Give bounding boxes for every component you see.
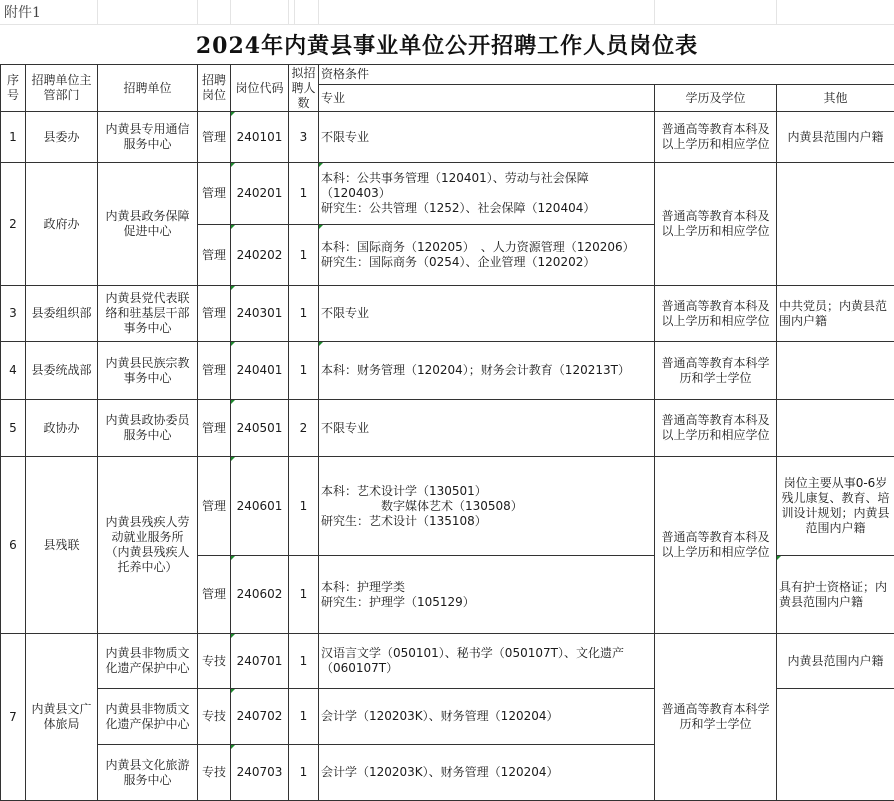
- header-education: 学历及学位: [655, 85, 777, 112]
- page-title: 2024年内黄县事业单位公开招聘工作人员岗位表: [0, 24, 894, 64]
- major-cell: [319, 556, 655, 634]
- major-line: 研究生：国际商务（0254）、企业管理（120202）: [321, 255, 652, 270]
- code-cell: 240201: [231, 163, 289, 225]
- other-cell: 内黄县范围内户籍: [777, 112, 894, 163]
- dept-cell: 内黄县文广体旅局: [26, 634, 98, 801]
- unit-cell: 内黄县民族宗教事务中心: [98, 342, 198, 400]
- major-cell: 不限专业: [319, 112, 655, 163]
- major-cell: 会计学（120203K）、财务管理（120204）: [319, 745, 655, 801]
- header-post: 招聘岗位: [198, 65, 231, 112]
- education-cell: 普通高等教育本科学历和学士学位: [655, 342, 777, 400]
- seq-cell: 7: [1, 634, 26, 801]
- code-cell: 240601: [231, 457, 289, 556]
- header-seq: 序号: [1, 65, 26, 112]
- dept-cell: 县委办: [26, 112, 98, 163]
- other-cell: 岗位主要从事0-6岁残儿康复、教育、培训设计规划；内黄县范围内户籍: [777, 457, 894, 556]
- table-row: [1, 112, 894, 163]
- unit-cell: 内黄县非物质文化遗产保护中心: [98, 634, 198, 689]
- code-cell: 240702: [231, 689, 289, 745]
- count-cell: 1: [289, 457, 319, 556]
- major-line-indented: 数字媒体艺术（130508）: [321, 499, 523, 514]
- seq-cell: 2: [1, 163, 26, 286]
- education-cell: 普通高等教育本科及以上学历和相应学位: [655, 163, 777, 286]
- post-cell: 管理: [198, 225, 231, 286]
- seq-cell: 1: [1, 112, 26, 163]
- major-line: 本科：国际商务（120205） 、人力资源管理（120206）: [321, 240, 652, 255]
- code-cell: 240301: [231, 286, 289, 342]
- major-line: 本科：护理学类: [321, 580, 652, 595]
- unit-cell: 内黄县党代表联络和驻基层干部事务中心: [98, 286, 198, 342]
- code-cell: 240701: [231, 634, 289, 689]
- unit-cell: 内黄县文化旅游服务中心: [98, 745, 198, 801]
- major-line: 研究生：公共管理（1252）、社会保障（120404）: [321, 201, 652, 216]
- count-cell: 1: [289, 225, 319, 286]
- table-row: [1, 400, 894, 457]
- major-cell: 汉语言文学（050101）、秘书学（050107T）、文化遗产（060107T）: [319, 634, 655, 689]
- code-cell: 240602: [231, 556, 289, 634]
- post-cell: 专技: [198, 634, 231, 689]
- gridline: [776, 0, 777, 24]
- header-dept: 招聘单位主管部门: [26, 65, 98, 112]
- other-cell: 中共党员；内黄县范围内户籍: [777, 286, 894, 342]
- gridline: [97, 0, 98, 24]
- major-cell: [319, 457, 655, 556]
- count-cell: 1: [289, 634, 319, 689]
- other-cell: [777, 342, 894, 400]
- code-cell: 240101: [231, 112, 289, 163]
- dept-cell: 县委统战部: [26, 342, 98, 400]
- count-cell: 1: [289, 342, 319, 400]
- gridline: [288, 0, 289, 24]
- table-row: [1, 342, 894, 400]
- seq-cell: 5: [1, 400, 26, 457]
- other-cell: 内黄县范围内户籍: [777, 634, 894, 689]
- table-row: [1, 634, 894, 689]
- attachment-label: 附件1: [4, 2, 41, 24]
- major-line: 研究生：护理学（105129）: [321, 595, 652, 610]
- table-row: [1, 457, 894, 556]
- gridline: [654, 0, 655, 24]
- education-cell: 普通高等教育本科及以上学历和相应学位: [655, 112, 777, 163]
- count-cell: 1: [289, 286, 319, 342]
- count-cell: 1: [289, 556, 319, 634]
- unit-cell: 内黄县非物质文化遗产保护中心: [98, 689, 198, 745]
- major-cell: [319, 163, 655, 225]
- count-cell: 1: [289, 689, 319, 745]
- gridline: [197, 0, 198, 24]
- major-line: [321, 499, 652, 514]
- other-cell: [777, 163, 894, 286]
- other-cell: [777, 400, 894, 457]
- unit-cell: 内黄县政协委员服务中心: [98, 400, 198, 457]
- other-cell: 具有护士资格证；内黄县范围内户籍: [777, 556, 894, 634]
- major-cell: 会计学（120203K）、财务管理（120204）: [319, 689, 655, 745]
- post-cell: 管理: [198, 163, 231, 225]
- major-cell: 不限专业: [319, 286, 655, 342]
- table-row: [1, 286, 894, 342]
- other-cell: [777, 689, 894, 801]
- seq-cell: 6: [1, 457, 26, 634]
- education-cell: 普通高等教育本科及以上学历和相应学位: [655, 457, 777, 634]
- header-count: 拟招聘人数: [289, 65, 319, 112]
- code-cell: 240703: [231, 745, 289, 801]
- post-cell: 管理: [198, 400, 231, 457]
- recruitment-table: [0, 64, 894, 801]
- header-other: 其他: [777, 85, 894, 112]
- count-cell: 2: [289, 400, 319, 457]
- seq-cell: 4: [1, 342, 26, 400]
- gridline: [318, 0, 319, 24]
- major-line: 本科：公共事务管理（120401）、劳动与社会保障（120403）: [321, 171, 652, 201]
- post-cell: 管理: [198, 556, 231, 634]
- post-cell: 专技: [198, 689, 231, 745]
- dept-cell: 政协办: [26, 400, 98, 457]
- header-qualifications: 资格条件: [319, 65, 894, 85]
- table-row: [1, 163, 894, 225]
- count-cell: 3: [289, 112, 319, 163]
- major-cell: 本科：财务管理（120204）；财务会计教育（120213T）: [319, 342, 655, 400]
- count-cell: 1: [289, 163, 319, 225]
- major-line: 本科：艺术设计学（130501）: [321, 484, 652, 499]
- unit-cell: 内黄县残疾人劳动就业服务所（内黄县残疾人托养中心）: [98, 457, 198, 634]
- major-cell: 不限专业: [319, 400, 655, 457]
- dept-cell: 县残联: [26, 457, 98, 634]
- education-cell: 普通高等教育本科及以上学历和相应学位: [655, 400, 777, 457]
- post-cell: 专技: [198, 745, 231, 801]
- post-cell: 管理: [198, 342, 231, 400]
- count-cell: 1: [289, 745, 319, 801]
- header-major: 专业: [319, 85, 655, 112]
- dept-cell: 县委组织部: [26, 286, 98, 342]
- post-cell: 管理: [198, 286, 231, 342]
- code-cell: 240202: [231, 225, 289, 286]
- unit-cell: 内黄县政务保障促进中心: [98, 163, 198, 286]
- education-cell: 普通高等教育本科学历和学士学位: [655, 634, 777, 801]
- header-code: 岗位代码: [231, 65, 289, 112]
- major-cell: [319, 225, 655, 286]
- dept-cell: 政府办: [26, 163, 98, 286]
- major-line: 研究生：艺术设计（135108）: [321, 514, 652, 529]
- gridline: [230, 0, 231, 24]
- education-cell: 普通高等教育本科及以上学历和相应学位: [655, 286, 777, 342]
- post-cell: 管理: [198, 112, 231, 163]
- post-cell: 管理: [198, 457, 231, 556]
- gridline: [294, 0, 295, 24]
- code-cell: 240401: [231, 342, 289, 400]
- header-unit: 招聘单位: [98, 65, 198, 112]
- seq-cell: 3: [1, 286, 26, 342]
- code-cell: 240501: [231, 400, 289, 457]
- unit-cell: 内黄县专用通信服务中心: [98, 112, 198, 163]
